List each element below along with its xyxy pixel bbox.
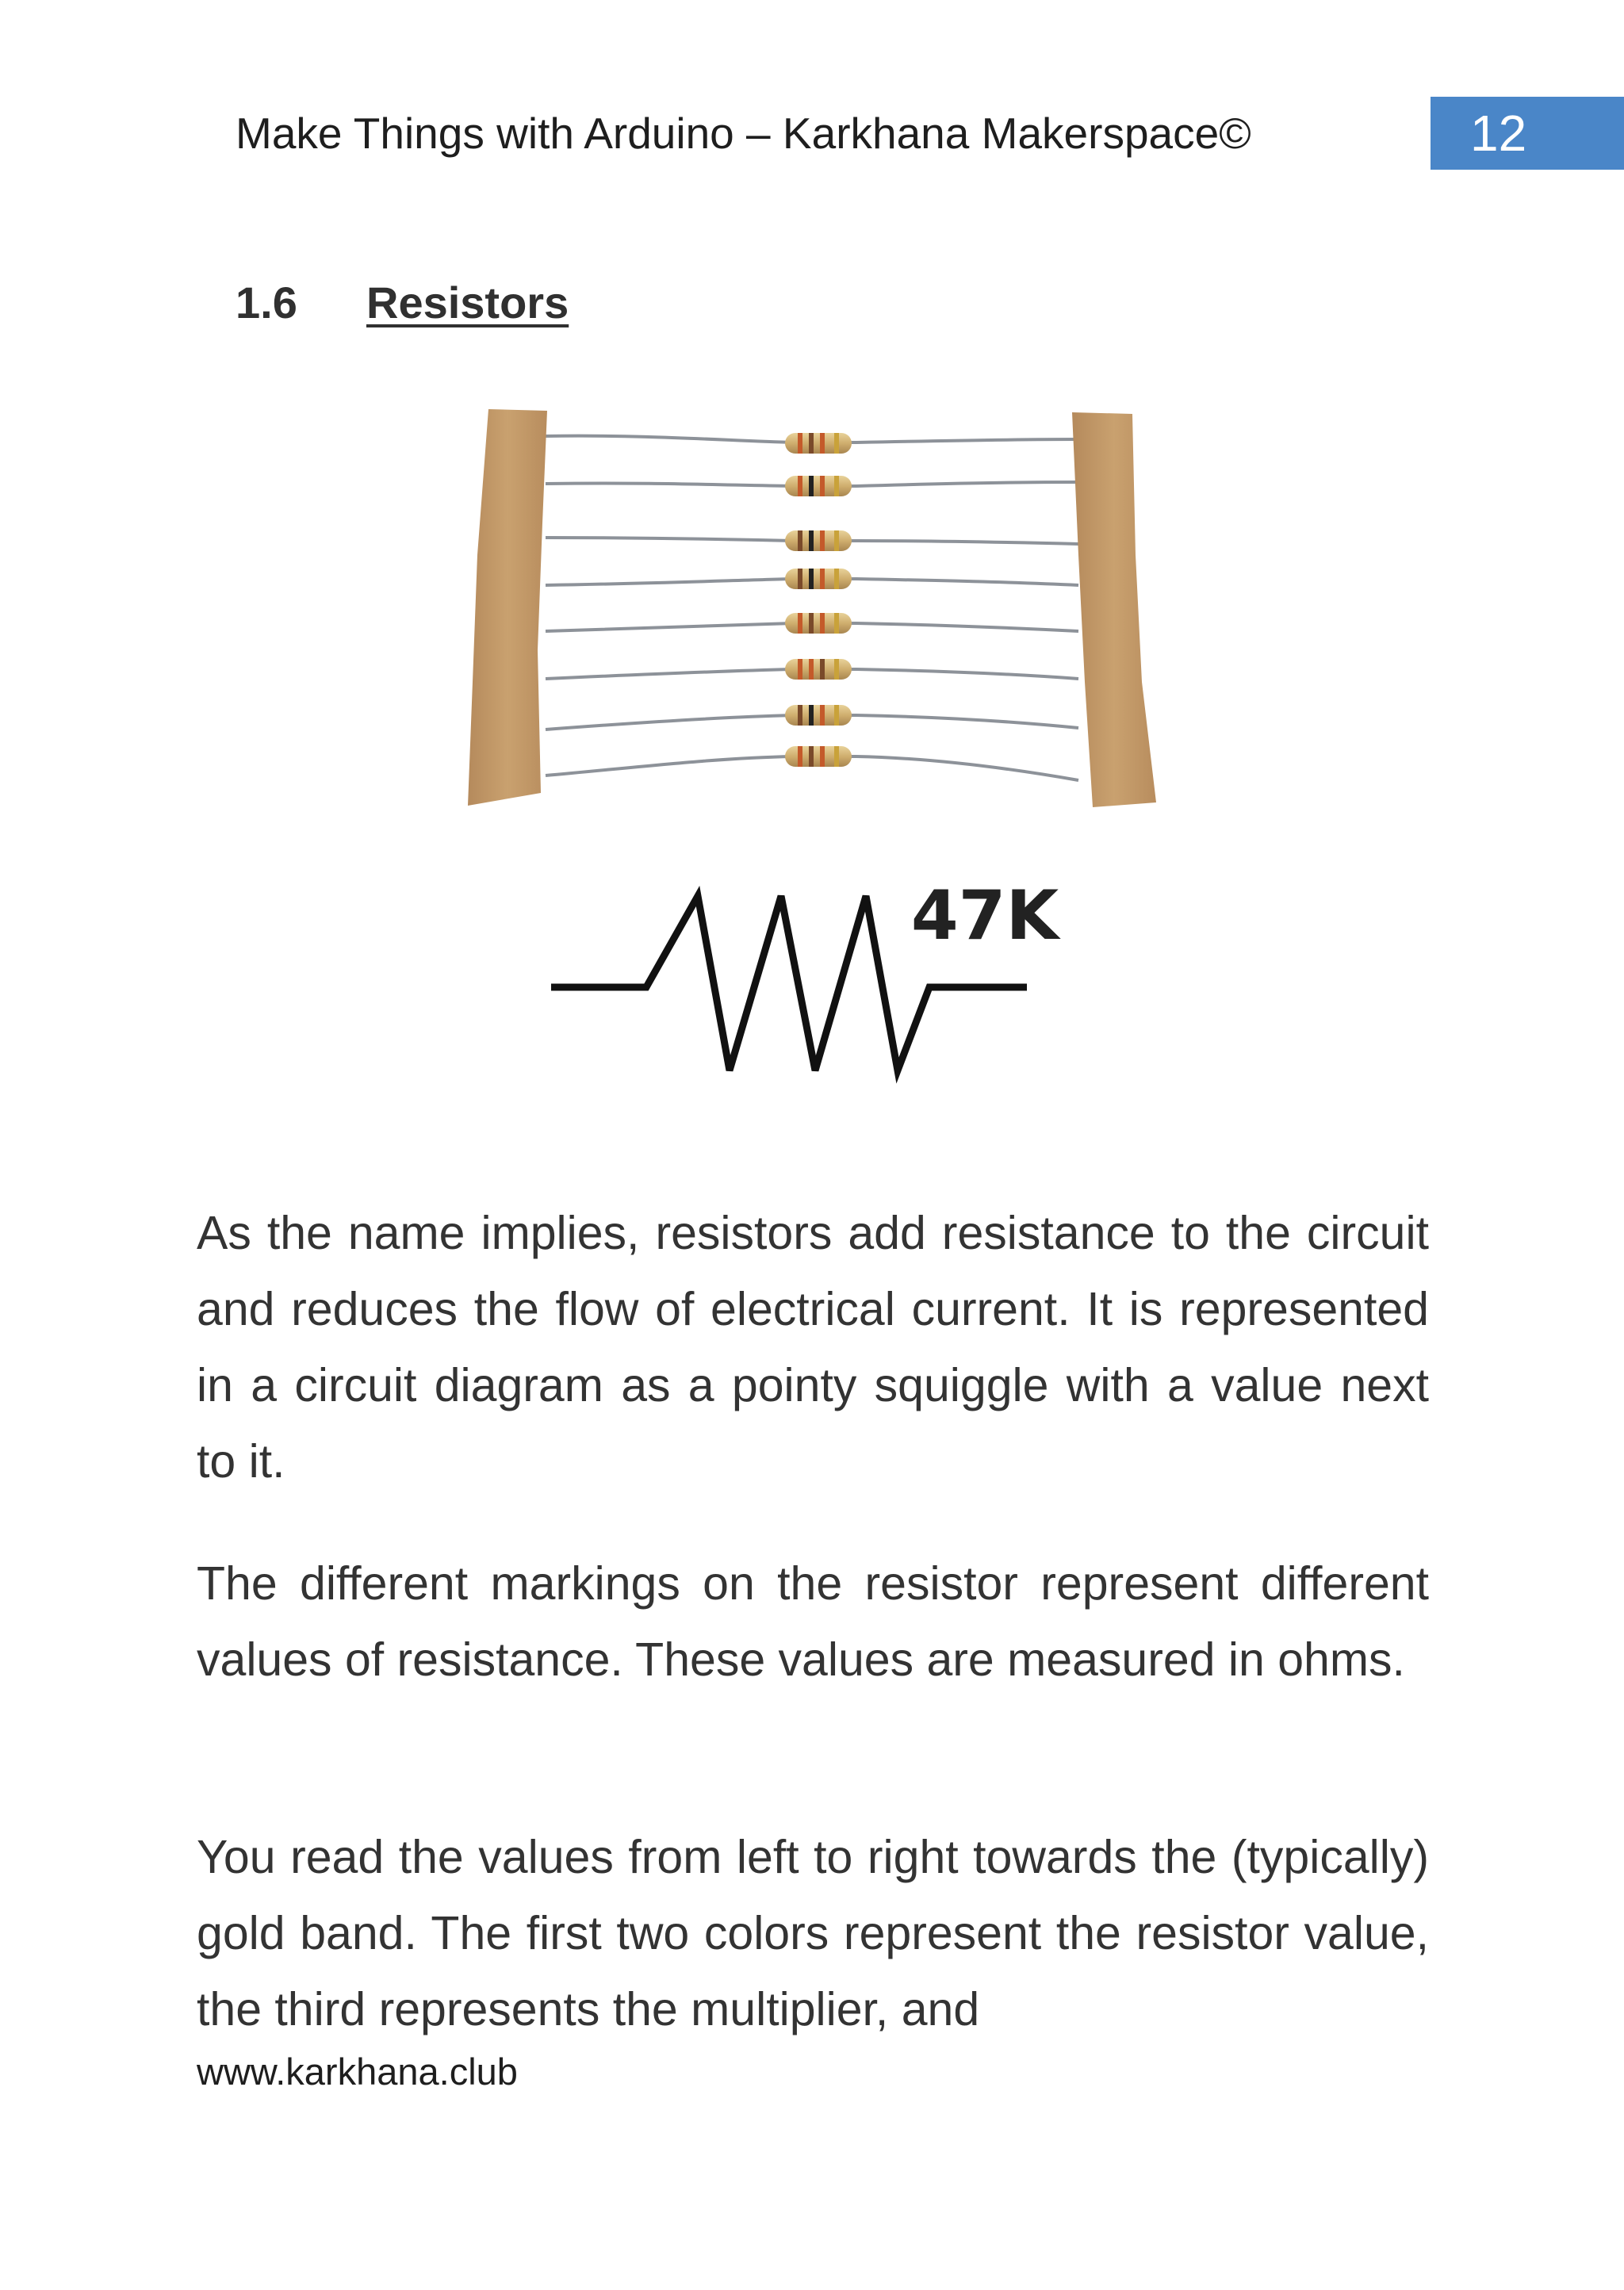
body-paragraph: The different markings on the resistor represent different values of resistance. These values are measured in ohms. bbox=[197, 1557, 1429, 1686]
footer-url: www.karkhana.club bbox=[197, 2051, 518, 2093]
left-paper-tape bbox=[468, 409, 547, 806]
resistor-value-label: 47K bbox=[910, 876, 1059, 955]
body-paragraph: As the name implies, resistors add resistance to the circuit and reduces the flow of electrical current. It is represented in a circuit diagram as a pointy squiggle with a value next to it. bbox=[197, 1207, 1429, 1488]
resistor-strip-photo bbox=[468, 409, 1156, 807]
right-paper-tape bbox=[1072, 412, 1156, 807]
page-number: 12 bbox=[1470, 105, 1527, 162]
resistor-figure-image bbox=[444, 396, 1205, 1110]
resistor-figure bbox=[444, 396, 1205, 1110]
page-number-badge bbox=[1431, 97, 1624, 170]
resistor-symbol-icon bbox=[551, 876, 1062, 1070]
resistor-bodies bbox=[785, 433, 852, 767]
section-title: Resistors bbox=[366, 278, 569, 327]
running-header-title: Make Things with Arduino – Karkhana Makerspace© bbox=[236, 109, 1251, 158]
section-number: 1.6 bbox=[236, 278, 297, 327]
body-paragraph: You read the values from left to right towards the (typically) gold band. The first two colors represent the resistor value, the third represents the multiplier, and bbox=[197, 1831, 1429, 2035]
